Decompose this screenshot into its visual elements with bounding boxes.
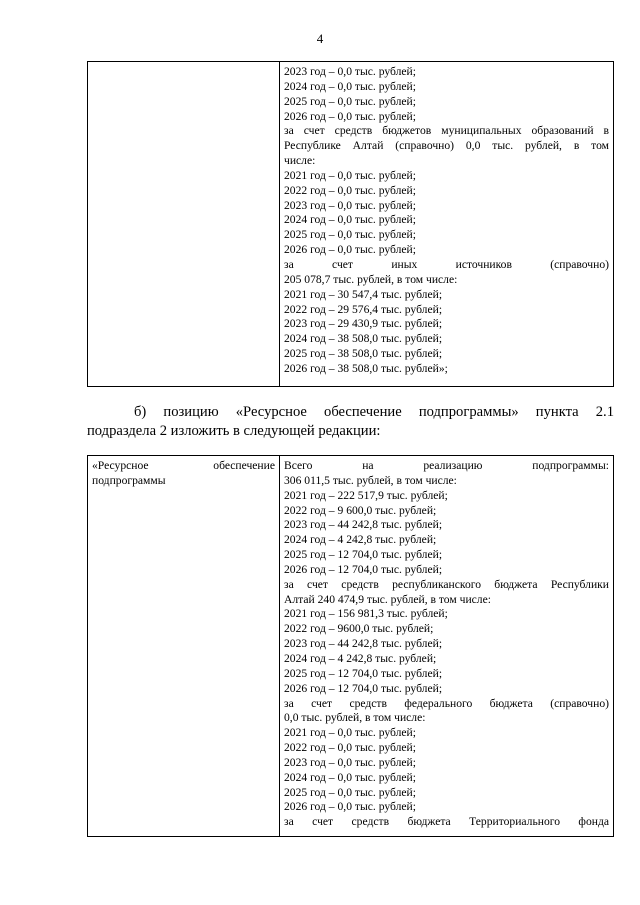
content-line: 2024 год – 0,0 тыс. рублей; (284, 213, 416, 227)
paragraph-line: подраздела 2 изложить в следующей редакции: (87, 422, 381, 439)
content-line: за счет средств бюджетов муниципальных образований в (284, 124, 609, 138)
page-number: 4 (316, 31, 324, 46)
content-line: 2023 год – 44 242,8 тыс. рублей; (284, 637, 443, 651)
label-line: подпрограммы (92, 473, 166, 487)
content-line: 2025 год – 0,0 тыс. рублей; (284, 228, 416, 242)
content-line: 2024 год – 0,0 тыс. рублей; (284, 79, 416, 93)
amendment-paragraph (87, 403, 614, 440)
content-line: 2022 год – 29 576,4 тыс. рублей; (284, 302, 443, 316)
content-line: за счет средств федерального бюджета (справочно) (284, 696, 609, 710)
content-line: 2021 год – 0,0 тыс. рублей; (284, 168, 416, 182)
content-line: за счет средств республиканского бюджета Республики (284, 577, 609, 591)
content-line: 2023 год – 0,0 тыс. рублей; (284, 65, 416, 78)
content-line: 2023 год – 29 430,9 тыс. рублей; (284, 317, 443, 331)
content-line: 2025 год – 12 704,0 тыс. рублей; (284, 548, 443, 562)
content-line: 2025 год – 0,0 тыс. рублей; (284, 785, 416, 799)
content-line: 2022 год – 9 600,0 тыс. рублей; (284, 503, 437, 517)
content-line: за счет средств бюджета Территориального фонда (284, 815, 609, 829)
content-line: 2024 год – 4 242,8 тыс. рублей; (284, 651, 437, 665)
content-line: 2025 год – 0,0 тыс. рублей; (284, 94, 416, 108)
content-line: 0,0 тыс. рублей, в том числе: (284, 711, 426, 725)
content-line: 2025 год – 38 508,0 тыс. рублей; (284, 347, 443, 361)
content-line: 2021 год – 0,0 тыс. рублей; (284, 726, 416, 740)
content-line: 2023 год – 0,0 тыс. рублей; (284, 198, 416, 212)
content-line: 2026 год – 12 704,0 тыс. рублей; (284, 681, 443, 695)
table-row (88, 62, 614, 387)
content-line: 2021 год – 222 517,9 тыс. рублей; (284, 488, 448, 502)
content-line: 2022 год – 0,0 тыс. рублей; (284, 741, 416, 755)
content-line: 2021 год – 30 547,4 тыс. рублей; (284, 287, 443, 301)
content-line: 2026 год – 0,0 тыс. рублей; (284, 109, 416, 123)
content-line: 2024 год – 38 508,0 тыс. рублей; (284, 332, 443, 346)
table-cell-label (88, 456, 280, 837)
content-line: 2021 год – 156 981,3 тыс. рублей; (284, 607, 448, 621)
content-line: 2026 год – 0,0 тыс. рублей; (284, 243, 416, 257)
table-row (88, 456, 614, 837)
content-line: Республике Алтай (справочно) 0,0 тыс. рублей, в том (284, 139, 609, 153)
content-line: 2026 год – 38 508,0 тыс. рублей»; (284, 361, 448, 375)
content-line: 2022 год – 9600,0 тыс. рублей; (284, 622, 434, 636)
content-line: 2023 год – 0,0 тыс. рублей; (284, 755, 416, 769)
table-cell-label (88, 62, 280, 387)
content-line: за счет иных источников (справочно) (284, 257, 609, 271)
resource-table-continued (87, 61, 614, 387)
content-line: 2026 год – 0,0 тыс. рублей; (284, 800, 416, 814)
paragraph-line: б) позицию «Ресурсное обеспечение подпрограммы» пункта 2.1 (134, 404, 614, 420)
content-line: 2024 год – 0,0 тыс. рублей; (284, 770, 416, 784)
resource-table-new (87, 455, 614, 837)
content-line: 306 011,5 тыс. рублей, в том числе: (284, 473, 457, 487)
content-line: 2023 год – 44 242,8 тыс. рублей; (284, 518, 443, 532)
table-cell-content (280, 62, 614, 387)
content-line: 205 078,7 тыс. рублей, в том числе: (284, 272, 458, 286)
content-line: 2025 год – 12 704,0 тыс. рублей; (284, 666, 443, 680)
content-line: 2022 год – 0,0 тыс. рублей; (284, 183, 416, 197)
table-cell-content (280, 456, 614, 837)
content-line: Алтай 240 474,9 тыс. рублей, в том числе: (284, 592, 491, 606)
label-line: «Ресурсное обеспечение (92, 459, 275, 472)
content-line: числе: (284, 154, 316, 168)
content-line: Всего на реализацию подпрограммы: (284, 459, 609, 472)
content-line: 2024 год – 4 242,8 тыс. рублей; (284, 533, 437, 547)
content-line: 2026 год – 12 704,0 тыс. рублей; (284, 562, 443, 576)
